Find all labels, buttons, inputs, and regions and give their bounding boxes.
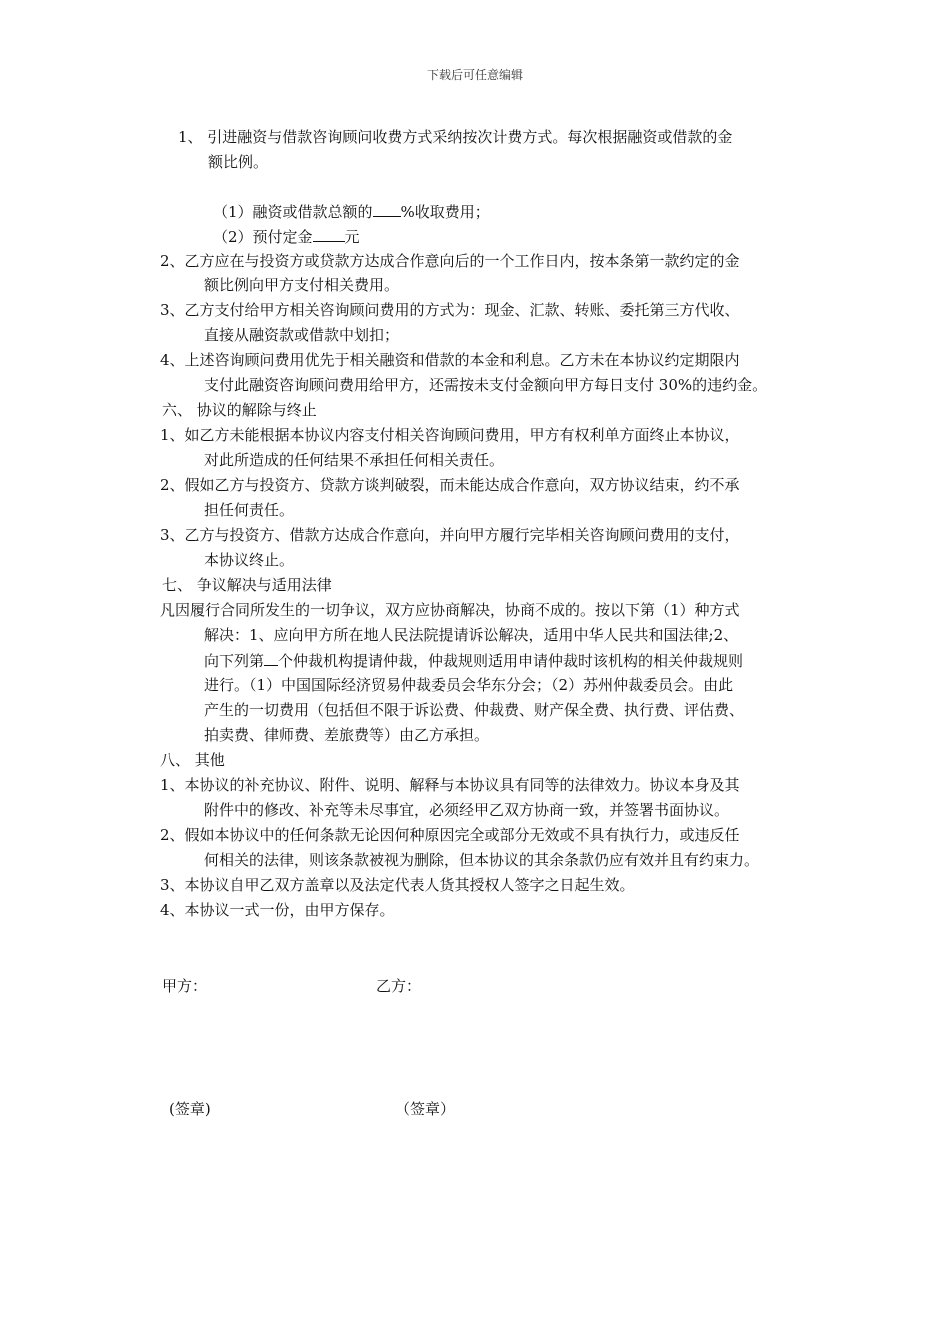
- arbitration-number-blank: [264, 651, 278, 666]
- fee-item-2-line-1: 2、乙方应在与投资方或贷款方达成合作意向后的一个工作日内，按本条第一款约定的金: [160, 252, 740, 270]
- section-7-line-4: 进行。（1）中国国际经济贸易仲裁委员会华东分会；（2）苏州仲裁委员会。由此: [204, 676, 734, 694]
- fee-item-3-line-1: 3、乙方支付给甲方相关咨询顾问费用的方式为：现金、汇款、转账、委托第三方代收、: [160, 301, 740, 319]
- section-8-item-2-line-2: 何相关的法律，则该条款被视为删除，但本协议的其余条款仍应有效并且有约束力。: [204, 851, 760, 869]
- party-b-label: 乙方：: [376, 977, 422, 995]
- fee-option-2: [213, 227, 360, 246]
- fee-option-2-label: （2）预付定金: [213, 228, 313, 246]
- section-7-line-3: [204, 651, 743, 670]
- fee-item-1-line-1: 1、 引进融资与借款咨询顾问收费方式采纳按次计费方式。每次根据融资或借款的金: [178, 128, 733, 146]
- section-7-line-3-end: 个仲裁机构提请仲裁，仲裁规则适用申请仲裁时该机构的相关仲裁规则: [278, 652, 744, 670]
- fee-option-1-label: （1）融资或借款总额的: [213, 203, 373, 221]
- section-7-title: 七、 争议解决与适用法律: [162, 576, 332, 594]
- page-header: 下载后可任意编辑: [426, 68, 523, 82]
- section-8-item-3: 3、本协议自甲乙双方盖章以及法定代表人货其授权人签字之日起生效。: [160, 876, 635, 894]
- section-6-item-3-line-2: 本协议终止。: [204, 551, 295, 569]
- party-b-seal-label: （签章）: [395, 1100, 456, 1118]
- section-8-item-1-line-1: 1、本协议的补充协议、附件、说明、解释与本协议具有同等的法律效力。协议本身及其: [160, 776, 740, 794]
- fee-item-3-line-2: 直接从融资款或借款中划扣；: [204, 326, 400, 344]
- section-6-item-2-line-1: 2、假如乙方与投资方、贷款方谈判破裂，而未能达成合作意向，双方协议结束，约不承: [160, 476, 740, 494]
- section-6-item-1-line-1: 1、如乙方未能根据本协议内容支付相关咨询顾问费用，甲方有权利单方面终止本协议，: [160, 426, 740, 444]
- fee-item-1-line-2: 额比例。: [208, 153, 269, 171]
- section-8-title: 八、 其他: [160, 751, 225, 769]
- section-7-line-5: 产生的一切费用（包括但不限于诉讼费、仲裁费、财产保全费、执行费、评估费、: [204, 701, 745, 719]
- fee-option-1: [213, 202, 490, 221]
- section-7-line-2: 解决：1、应向甲方所在地人民法院提请诉讼解决，适用中华人民共和国法律;2、: [204, 626, 739, 644]
- fee-item-2-line-2: 额比例向甲方支付相关费用。: [204, 276, 400, 294]
- section-7-line-1: 凡因履行合同所发生的一切争议，双方应协商解决，协商不成的。按以下第（1）种方式: [160, 601, 740, 619]
- fee-item-4-line-2: 支付此融资咨询顾问费用给甲方，还需按未支付金额向甲方每日支付 30%的违约金。: [204, 376, 768, 394]
- party-a-seal-label: (签章): [169, 1100, 211, 1118]
- section-7-line-3-start: 向下列第: [204, 652, 265, 670]
- section-7-line-6: 拍卖费、律师费、差旅费等）由乙方承担。: [204, 726, 490, 744]
- fee-option-2-suffix: 元: [344, 228, 360, 246]
- party-a-label: 甲方：: [162, 977, 208, 995]
- section-8-item-1-line-2: 附件中的修改、补充等未尽事宜，必须经甲乙双方协商一致，并签署书面协议。: [204, 801, 730, 819]
- section-6-item-2-line-2: 担任何责任。: [204, 501, 295, 519]
- section-8-item-4: 4、本协议一式一份，由甲方保存。: [160, 901, 395, 919]
- section-6-item-3-line-1: 3、乙方与投资方、借款方达成合作意向，并向甲方履行完毕相关咨询顾问费用的支付，: [160, 526, 740, 544]
- deposit-amount-blank: [313, 227, 345, 242]
- fee-item-4-line-1: 4、上述咨询顾问费用优先于相关融资和借款的本金和利息。乙方未在本协议约定期限内: [160, 351, 740, 369]
- section-6-title: 六、 协议的解除与终止: [162, 401, 317, 419]
- section-8-item-2-line-1: 2、假如本协议中的任何条款无论因何种原因完全或部分无效或不具有执行力，或违反任: [160, 826, 740, 844]
- fee-option-1-suffix: %收取费用；: [400, 203, 490, 221]
- fee-percent-blank: [373, 202, 401, 217]
- section-6-item-1-line-2: 对此所造成的任何结果不承担任何相关责任。: [204, 451, 505, 469]
